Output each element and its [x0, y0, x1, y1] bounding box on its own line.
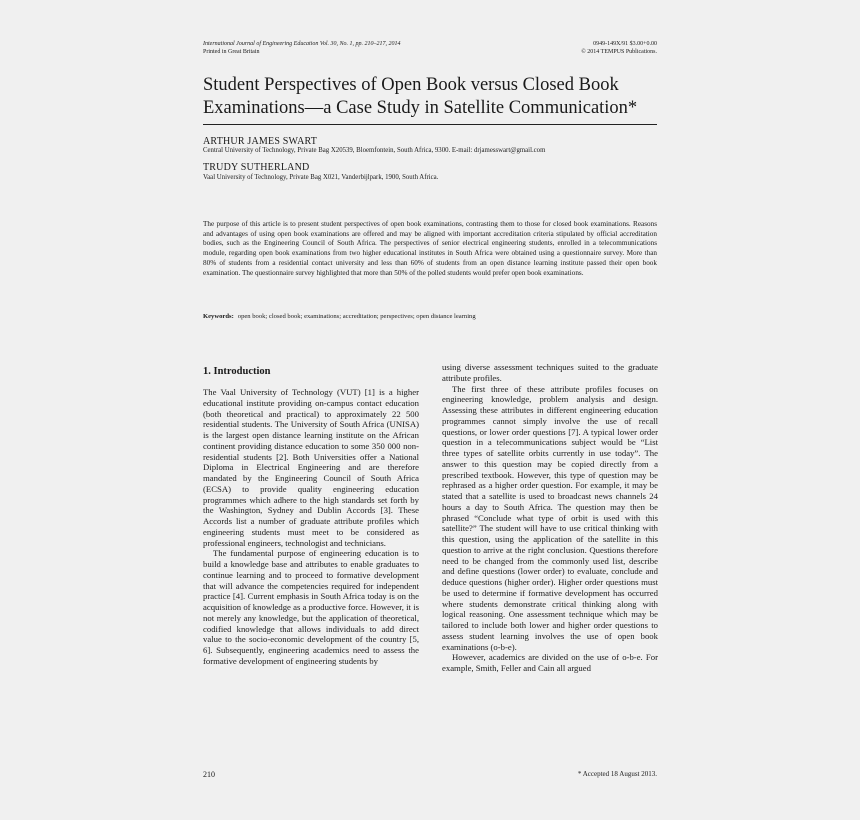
journal-citation: International Journal of Engineering Education Vol. 30, No. 1, pp. 210–217, 2014 — [203, 41, 401, 47]
keywords — [203, 313, 657, 321]
paper-title: Student Perspectives of Open Book versus Closed Book Examinations—a Case Study in Satellite Communication* — [203, 75, 638, 118]
author-affiliation-2: Vaal University of Technology, Private Bag X021, Vanderbijlpark, 1900, South Africa. — [203, 174, 439, 181]
section-heading: 1. Introduction — [203, 366, 271, 377]
paragraph: using diverse assessment techniques suited to the graduate attribute profiles. — [442, 362, 658, 383]
body-column-left — [203, 387, 419, 667]
paragraph: The fundamental purpose of engineering education is to build a knowledge base and attributes to enable graduates to continue learning and to proceed to formative development that will advance the competencies required for independent practice [4]. Current emphasis in South Africa today is on the acquisition of knowledge as a productive force. However, it is not merely any knowledge, but the application of theoretical, codified knowledge that allows individuals to add direct value to the socio-economic development of the country [5, 6]. Subsequently, engineering academics need to assess the formative development of engineering students by — [203, 548, 419, 666]
publisher-header — [560, 40, 657, 56]
paragraph: The first three of these attribute profiles focuses on engineering knowledge, problem analysis and design. Assessing these attributes in different engineering education programmes cannot simply involve the use of recall questions, or lower order questions [7]. A typical lower order question in a telecommunications subject would be “List three types of satellite orbits currently in use today”. The answer to this question may be copied directly from a prescribed textbook. However, this type of question may be rephrased as a higher order question. For example, it may be stated that a satellite is used to broadcast news channels 24 hours a day to South Africa. The question may then be phrased “Conclude what type of orbit is used with this satellite?” The student will have to use critical thinking with this question, using the application of the satellite in this question to arrive at the right conclusion. Questions therefore need to be changed from the commonly used list, describe and define questions (lower order) to evaluate, conclude and deduce questions (higher order). Higher order questions must be used to determine if formative development has occurred where students demonstrate critical thinking along with logical reasoning. One assessment technique which may be tailored to include both lower and higher order questions to assess student learning involves the use of open book examinations (o-b-e). — [442, 383, 658, 652]
printed-in: Printed in Great Britain — [203, 49, 260, 55]
author-name-1: ARTHUR JAMES SWART — [203, 136, 318, 147]
issn-price: 0949-149X/91 $3.00+0.00 — [593, 41, 657, 47]
author-name-2: TRUDY SUTHERLAND — [203, 162, 310, 173]
title-rule — [203, 124, 657, 125]
footnote: * Accepted 18 August 2013. — [577, 770, 657, 778]
page-number: 210 — [203, 770, 215, 779]
abstract: The purpose of this article is to present student perspectives of open book examinations, contrasting them to those for closed book examinations. Reasons and advantages of using open book examinations are offered and may be aligned with important accreditation criteria stipulated by official accreditation bodies, such as the Engineering Council of South Africa. The perspectives of senior electrical engineering students, enrolled in a telecommunications module, regarding open book examinations from two higher educational institutes in South Africa were obtained using a questionnaire survey. More than 80% of students from a residential contact university and less than 60% of students from an open distance learning institute passed their open book examination. The questionnaire survey highlighted that more than 50% of the polled students would prefer open book examinations. — [203, 220, 657, 277]
journal-header — [203, 40, 401, 56]
copyright-notice: © 2014 TEMPUS Publications. — [581, 49, 657, 55]
keywords-list: open book; closed book; examinations; accreditation; perspectives; open distance learning — [237, 313, 476, 320]
body-column-right — [442, 362, 658, 674]
keywords-label: Keywords: — [203, 313, 234, 320]
paragraph: The Vaal University of Technology (VUT) [1] is a higher educational institute providing on-campus contact education (both theoretical and practical) to approximately 22 500 residential students. The University of South Africa (UNISA) is the largest open distance learning institute on the African continent providing distance education to some 350 000 non-residential students [2]. Both Universities offer a National Diploma in Electrical Engineering and are therefore mandated by the Engineering Council of South Africa (ECSA) to provide quality engineering education programmes which adhere to the high standards set forth by the Washington, Sydney and Dublin Accords [3]. These Accords list a number of graduate attribute profiles which engineering students must meet to be considered as professional engineers, technologist and technicians. — [203, 387, 419, 548]
author-affiliation-1: Central University of Technology, Private Bag X20539, Bloemfontein, South Africa, 9300. E-mail: drjamesswart@gmail.com — [203, 147, 546, 154]
paragraph: However, academics are divided on the use of o-b-e. For example, Smith, Feller and Cain all argued — [442, 652, 658, 673]
